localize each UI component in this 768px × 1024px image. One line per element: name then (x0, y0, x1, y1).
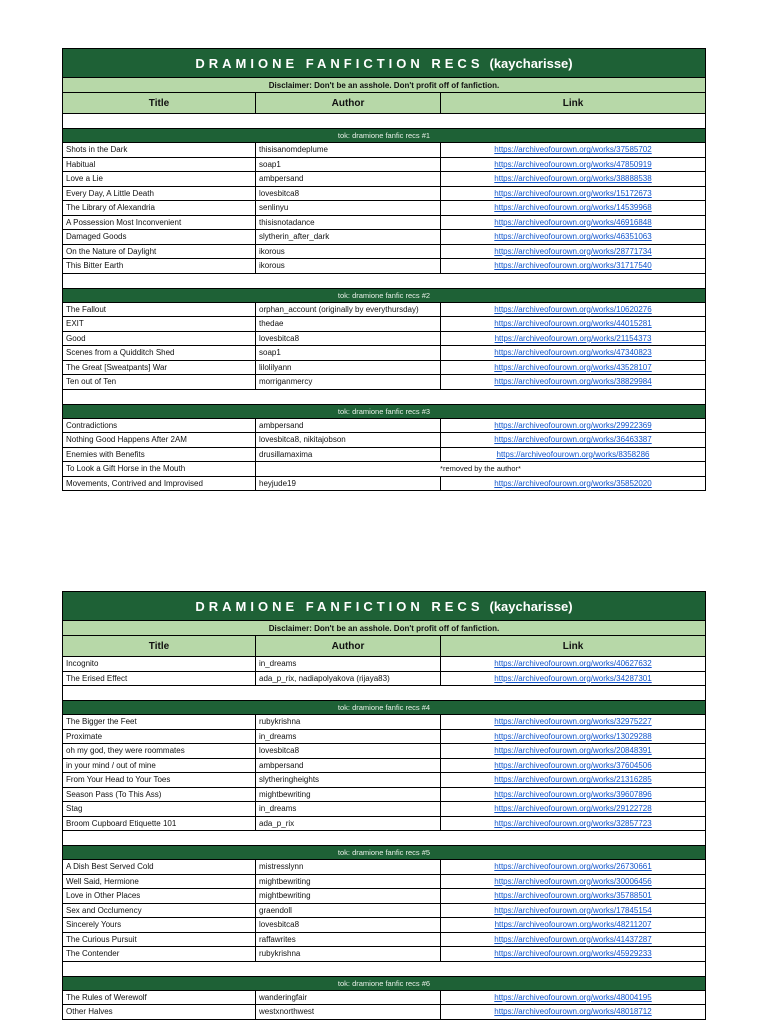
fic-author: ikorous (256, 245, 441, 259)
fic-link[interactable]: https://archiveofourown.org/works/32975227 (494, 717, 652, 727)
fic-link-cell (441, 773, 705, 787)
fic-author: thisisanomdeplume (256, 143, 441, 157)
fic-link[interactable]: https://archiveofourown.org/works/48211207 (494, 920, 652, 930)
fic-title: Love in Other Places (63, 889, 256, 903)
fic-link[interactable]: https://archiveofourown.org/works/29922369 (494, 420, 652, 430)
fic-title: A Possession Most Inconvenient (63, 216, 256, 230)
fic-author: soap1 (256, 346, 441, 360)
fic-author: rubykrishna (256, 947, 441, 961)
fic-link[interactable]: https://archiveofourown.org/works/38829984 (494, 377, 652, 387)
fic-link[interactable]: https://archiveofourown.org/works/38888538 (494, 174, 652, 184)
fic-link[interactable]: https://archiveofourown.org/works/35788501 (494, 891, 652, 901)
fic-title: The Great [Sweatpants] War (63, 361, 256, 375)
spacer-row (63, 114, 705, 129)
table-row (63, 245, 705, 260)
fic-link[interactable]: https://archiveofourown.org/works/21154373 (494, 333, 652, 343)
table-row (63, 744, 705, 759)
fic-link-cell (441, 158, 705, 172)
table-row (63, 375, 705, 390)
table-row (63, 802, 705, 817)
fic-link-cell (441, 201, 705, 215)
fic-author: raffawrites (256, 933, 441, 947)
fic-link[interactable]: https://archiveofourown.org/works/48004195 (494, 992, 652, 1002)
fic-link-cell (441, 375, 705, 389)
fic-link-cell (441, 187, 705, 201)
fic-title: Proximate (63, 730, 256, 744)
fic-link[interactable]: https://archiveofourown.org/works/39607896 (494, 789, 652, 799)
fic-author: mistresslynn (256, 860, 441, 874)
fic-link[interactable]: https://archiveofourown.org/works/20848391 (494, 746, 652, 756)
fic-author: ambpersand (256, 759, 441, 773)
fic-author: ada_p_rix, nadiapolyakova (rijaya83) (256, 672, 441, 686)
fic-link-cell (441, 332, 705, 346)
fic-link-cell (441, 947, 705, 961)
fic-link-cell (441, 433, 705, 447)
table-row-removed (63, 462, 705, 477)
fic-title: Sex and Occlumency (63, 904, 256, 918)
fic-link-cell (441, 802, 705, 816)
fic-author: morriganmercy (256, 375, 441, 389)
fic-link[interactable]: https://archiveofourown.org/works/21316285 (494, 775, 652, 785)
header-link: Link (562, 97, 584, 109)
disclaimer-text: Disclaimer: Don't be an asshole. Don't profit off of fanfiction. (63, 78, 705, 93)
fic-link[interactable]: https://archiveofourown.org/works/26730661 (494, 862, 652, 872)
header-title: Title (63, 93, 256, 113)
fic-author: lilolilyann (256, 361, 441, 375)
fic-link[interactable]: https://archiveofourown.org/works/46916848 (494, 217, 652, 227)
fic-link[interactable]: https://archiveofourown.org/works/45929233 (494, 949, 652, 959)
fic-title: EXIT (63, 317, 256, 331)
fic-title: The Library of Alexandria (63, 201, 256, 215)
column-header-row (63, 93, 705, 114)
fic-title: oh my god, they were roommates (63, 744, 256, 758)
header-author: Author (256, 93, 441, 113)
fic-link[interactable]: https://archiveofourown.org/works/47850919 (494, 159, 652, 169)
fic-title: This Bitter Earth (63, 259, 256, 273)
fic-author: in_dreams (256, 730, 441, 744)
fic-title: Incognito (63, 657, 256, 671)
fic-link[interactable]: https://archiveofourown.org/works/46351063 (494, 232, 652, 242)
fic-title: The Rules of Werewolf (63, 991, 256, 1005)
section-header: tok: dramione fanfic recs #3 (63, 405, 705, 419)
table-row (63, 477, 705, 492)
fic-title: Contradictions (63, 419, 256, 433)
fic-link-cell (441, 477, 705, 491)
fic-author: in_dreams (256, 657, 441, 671)
fic-title: Habitual (63, 158, 256, 172)
table-row (63, 332, 705, 347)
table-row (63, 317, 705, 332)
fic-title: On the Nature of Daylight (63, 245, 256, 259)
table-row (63, 759, 705, 774)
fic-link[interactable]: https://archiveofourown.org/works/17845154 (494, 905, 652, 915)
fic-title: Love a Lie (63, 172, 256, 186)
table-row (63, 991, 705, 1006)
fic-link[interactable]: https://archiveofourown.org/works/13029288 (494, 731, 652, 741)
fic-link[interactable]: https://archiveofourown.org/works/37585702 (494, 145, 652, 155)
fic-title: Nothing Good Happens After 2AM (63, 433, 256, 447)
fic-title: To Look a Gift Horse in the Mouth (63, 462, 256, 476)
fic-title: Season Pass (To This Ass) (63, 788, 256, 802)
fic-author: lovesbitca8 (256, 332, 441, 346)
fic-title: Shots in the Dark (63, 143, 256, 157)
fic-link-cell (441, 875, 705, 889)
fic-link-cell (441, 933, 705, 947)
fic-title: in your mind / out of mine (63, 759, 256, 773)
fic-link-cell (441, 991, 705, 1005)
fic-link-cell (441, 448, 705, 462)
fic-link[interactable]: https://archiveofourown.org/works/30006456 (494, 876, 652, 886)
fic-author: ikorous (256, 259, 441, 273)
fic-title: Good (63, 332, 256, 346)
fic-author: westxnorthwest (256, 1005, 441, 1019)
fic-author: graendoll (256, 904, 441, 918)
table-row (63, 817, 705, 832)
table-row (63, 172, 705, 187)
spacer-row (63, 962, 705, 977)
fic-link-cell (441, 715, 705, 729)
section-header: tok: dramione fanfic recs #1 (63, 129, 705, 143)
fic-author: lovesbitca8 (256, 744, 441, 758)
fic-title: Well Said, Hermione (63, 875, 256, 889)
fic-link-cell (441, 918, 705, 932)
fic-title: Every Day, A Little Death (63, 187, 256, 201)
fic-link[interactable]: https://archiveofourown.org/works/44015281 (494, 319, 652, 329)
fic-link[interactable]: https://archiveofourown.org/works/41437287 (494, 934, 652, 944)
fic-title: The Bigger the Feet (63, 715, 256, 729)
header-title: Title (63, 636, 256, 656)
fic-link-cell (441, 788, 705, 802)
table-row (63, 201, 705, 216)
fic-link[interactable]: https://archiveofourown.org/works/35852020 (494, 478, 652, 488)
fic-title: From Your Head to Your Toes (63, 773, 256, 787)
fic-link-cell (441, 317, 705, 331)
table-row (63, 788, 705, 803)
fic-title: The Fallout (63, 303, 256, 317)
table-row (63, 773, 705, 788)
spacer-row (63, 390, 705, 405)
table-row (63, 730, 705, 745)
header-link: Link (562, 640, 584, 652)
spacer-row (63, 274, 705, 289)
table-row (63, 143, 705, 158)
fic-title: Other Halves (63, 1005, 256, 1019)
fic-link[interactable]: https://archiveofourown.org/works/48018712 (494, 1007, 652, 1017)
fic-link-cell (441, 904, 705, 918)
fic-link[interactable]: https://archiveofourown.org/works/28771734 (494, 246, 652, 256)
fic-link-cell (441, 889, 705, 903)
fic-author: thisisnotadance (256, 216, 441, 230)
spacer-row (63, 831, 705, 846)
fic-author: orphan_account (originally by everythursday) (256, 303, 441, 317)
fic-author: in_dreams (256, 802, 441, 816)
table-row (63, 947, 705, 962)
fic-author: lovesbitca8 (256, 918, 441, 932)
section-header: tok: dramione fanfic recs #4 (63, 701, 705, 715)
sheet-subtitle: (kaycharisse) (489, 598, 573, 614)
header-author: Author (256, 636, 441, 656)
fic-title: Sincerely Yours (63, 918, 256, 932)
fic-link[interactable]: https://archiveofourown.org/works/40627632 (494, 659, 652, 669)
fic-author: lovesbitca8, nikitajobson (256, 433, 441, 447)
fic-author: ambpersand (256, 419, 441, 433)
table-row (63, 346, 705, 361)
table-row (63, 361, 705, 376)
fic-title: The Contender (63, 947, 256, 961)
fic-link-cell (441, 730, 705, 744)
fic-title: The Erised Effect (63, 672, 256, 686)
fic-author: slytherin_after_dark (256, 230, 441, 244)
section-header: tok: dramione fanfic recs #5 (63, 846, 705, 860)
table-row (63, 875, 705, 890)
fic-link-cell (441, 216, 705, 230)
fic-link[interactable]: https://archiveofourown.org/works/43528107 (494, 362, 652, 372)
table-row (63, 715, 705, 730)
fic-title: A Dish Best Served Cold (63, 860, 256, 874)
fic-link[interactable]: https://archiveofourown.org/works/15172673 (494, 188, 652, 198)
fic-link[interactable]: https://archiveofourown.org/works/47340823 (494, 348, 652, 358)
fic-link[interactable]: https://archiveofourown.org/works/10620276 (494, 304, 652, 314)
fic-link-cell (441, 860, 705, 874)
fic-link[interactable]: https://archiveofourown.org/works/31717540 (494, 261, 652, 271)
sheet-title-bar (63, 591, 705, 621)
column-header-row (63, 636, 705, 657)
fic-title: Movements, Contrived and Improvised (63, 477, 256, 491)
table-row (63, 448, 705, 463)
fic-author: heyjude19 (256, 477, 441, 491)
fic-title: Damaged Goods (63, 230, 256, 244)
table-row (63, 259, 705, 274)
section-header: tok: dramione fanfic recs #6 (63, 977, 705, 991)
fic-link-cell (441, 346, 705, 360)
fic-title: Stag (63, 802, 256, 816)
fic-link-cell (441, 230, 705, 244)
fic-author: thedae (256, 317, 441, 331)
fic-link-cell (441, 672, 705, 686)
fic-author: soap1 (256, 158, 441, 172)
table-row (63, 230, 705, 245)
spacer-row (63, 686, 705, 701)
fic-link[interactable]: https://archiveofourown.org/works/37604506 (494, 760, 652, 770)
fic-author: wanderingfair (256, 991, 441, 1005)
fic-author: rubykrishna (256, 715, 441, 729)
fic-link-cell (441, 657, 705, 671)
fic-link-cell (441, 303, 705, 317)
table-row (63, 657, 705, 672)
rec-sheet-1 (62, 48, 706, 491)
fic-link-cell (441, 1005, 705, 1019)
fic-link-cell (441, 817, 705, 831)
removed-note: *removed by the author* (440, 464, 521, 474)
fic-link[interactable]: https://archiveofourown.org/works/32857723 (494, 818, 652, 828)
table-row (63, 216, 705, 231)
fic-link-cell (441, 361, 705, 375)
fic-author: drusillamaxima (256, 448, 441, 462)
section-header: tok: dramione fanfic recs #2 (63, 289, 705, 303)
fic-link-cell (441, 744, 705, 758)
fic-link[interactable]: https://archiveofourown.org/works/8358286 (496, 449, 650, 459)
table-row (63, 187, 705, 202)
fic-author: mightbewriting (256, 788, 441, 802)
fic-link-cell (441, 172, 705, 186)
sheet-subtitle: (kaycharisse) (489, 55, 573, 71)
table-row (63, 158, 705, 173)
disclaimer-text: Disclaimer: Don't be an asshole. Don't profit off of fanfiction. (63, 621, 705, 636)
table-row (63, 889, 705, 904)
fic-author: mightbewriting (256, 875, 441, 889)
fic-title: Scenes from a Quidditch Shed (63, 346, 256, 360)
table-row (63, 904, 705, 919)
table-row (63, 303, 705, 318)
fic-link[interactable]: https://archiveofourown.org/works/36463387 (494, 435, 652, 445)
fic-link-cell (441, 759, 705, 773)
fic-title: Enemies with Benefits (63, 448, 256, 462)
fic-link-cell (441, 245, 705, 259)
fic-title: Ten out of Ten (63, 375, 256, 389)
fic-title: The Curious Pursuit (63, 933, 256, 947)
fic-title: Broom Cupboard Etiquette 101 (63, 817, 256, 831)
fic-author: mightbewriting (256, 889, 441, 903)
fic-author: lovesbitca8 (256, 187, 441, 201)
sheet-title-bar (63, 48, 705, 78)
table-row (63, 860, 705, 875)
fic-link-cell (441, 143, 705, 157)
fic-author: ambpersand (256, 172, 441, 186)
fic-link[interactable]: https://archiveofourown.org/works/29122728 (494, 804, 652, 814)
fic-author: ada_p_rix (256, 817, 441, 831)
sheet-title: DRAMIONE FANFICTION RECS (195, 55, 484, 71)
fic-link[interactable]: https://archiveofourown.org/works/34287301 (494, 673, 652, 683)
fic-link[interactable]: https://archiveofourown.org/works/14539968 (494, 203, 652, 213)
fic-link-cell (441, 259, 705, 273)
table-row (63, 918, 705, 933)
table-row (63, 672, 705, 687)
sheet-title: DRAMIONE FANFICTION RECS (195, 598, 484, 614)
fic-link-cell (441, 419, 705, 433)
table-row (63, 419, 705, 434)
table-row (63, 933, 705, 948)
rec-sheet-2 (62, 591, 706, 1020)
table-row (63, 433, 705, 448)
fic-author: slytheringheights (256, 773, 441, 787)
fic-author: senlinyu (256, 201, 441, 215)
table-row (63, 1005, 705, 1020)
